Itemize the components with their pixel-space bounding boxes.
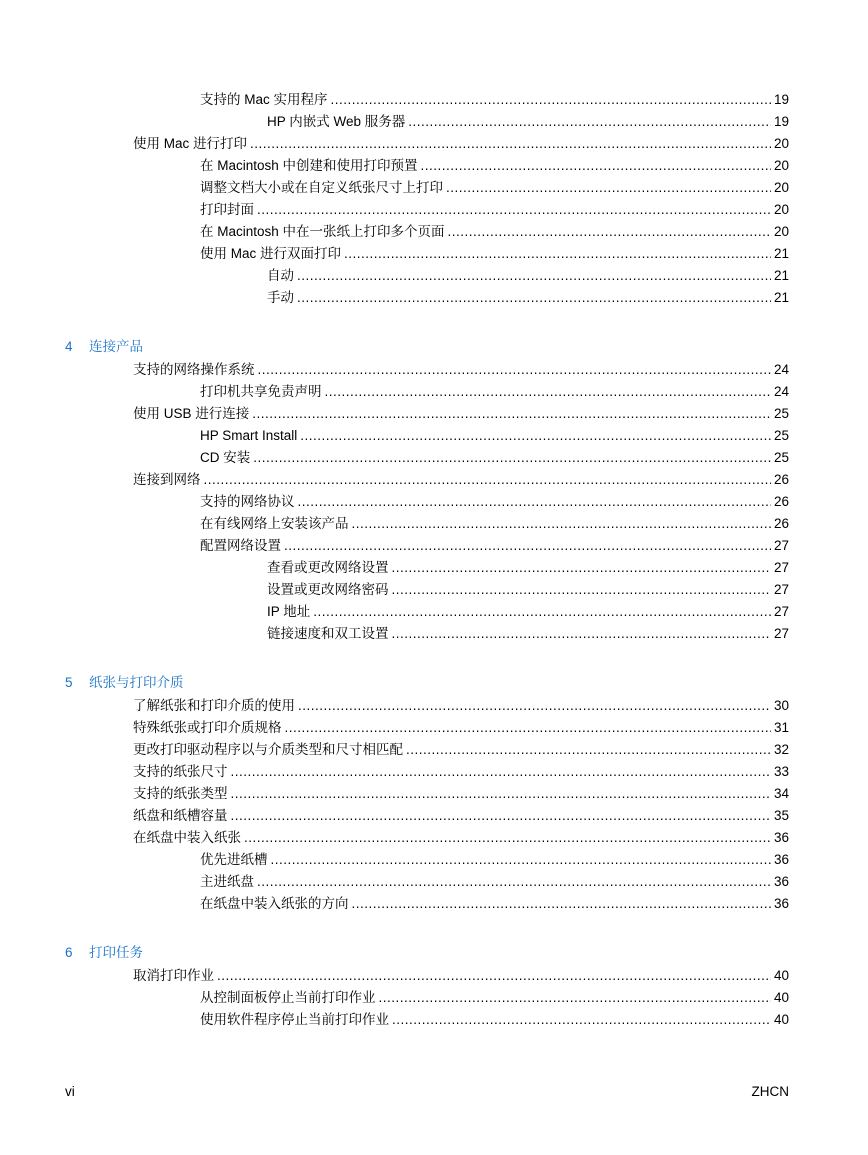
- toc-entry-page: 20: [773, 224, 789, 239]
- dot-leader: [392, 560, 771, 576]
- toc-entry-page: 26: [773, 494, 789, 509]
- footer-locale: ZHCN: [751, 1084, 789, 1099]
- dot-leader: [297, 268, 771, 284]
- toc-entry[interactable]: [133, 802, 789, 824]
- toc-entry-title: 使用软件程序停止当前打印作业: [200, 1012, 389, 1027]
- dot-leader: [257, 874, 771, 890]
- dot-leader: [258, 362, 771, 378]
- dot-leader: [217, 968, 771, 984]
- chapter-number: 5: [65, 675, 73, 690]
- dot-leader: [231, 808, 771, 824]
- dot-leader: [252, 406, 771, 422]
- toc-entry-title: 链接速度和双工设置: [267, 626, 389, 641]
- toc-entry-title: 配置网络设置: [200, 538, 281, 553]
- toc-entry-page: 27: [773, 538, 789, 553]
- toc-entry[interactable]: [200, 488, 789, 510]
- toc-entry[interactable]: [200, 378, 789, 400]
- dot-leader: [406, 742, 771, 758]
- toc-entry-page: 21: [773, 268, 789, 283]
- toc-entry[interactable]: [133, 714, 789, 736]
- toc-entry-title: 在纸盘中装入纸张: [133, 830, 241, 845]
- toc-entry-page: 36: [773, 896, 789, 911]
- toc-entry[interactable]: [200, 444, 789, 466]
- dot-leader: [244, 830, 771, 846]
- toc-entry[interactable]: [267, 620, 789, 642]
- toc-entry-page: 40: [773, 968, 789, 983]
- toc-entry[interactable]: [200, 174, 789, 196]
- toc-entry-title: 优先进纸槽: [200, 852, 268, 867]
- toc-entry-page: 25: [773, 406, 789, 421]
- toc-entry-page: 40: [773, 990, 789, 1005]
- toc-entry-title: 打印机共享免责声明: [200, 384, 322, 399]
- toc-entry[interactable]: [133, 780, 789, 802]
- toc-entry[interactable]: [267, 576, 789, 598]
- toc-entry-page: 25: [773, 450, 789, 465]
- toc-entry-page: 33: [773, 764, 789, 779]
- toc-entry-page: 20: [773, 158, 789, 173]
- toc-entry[interactable]: [133, 356, 789, 378]
- toc-entry-title: 支持的网络协议: [200, 494, 295, 509]
- toc-entry[interactable]: [200, 1006, 789, 1028]
- toc-entry-title: 查看或更改网络设置: [267, 560, 389, 575]
- toc-entry-page: 35: [773, 808, 789, 823]
- toc-entry-title: 自动: [267, 268, 294, 283]
- dot-leader: [379, 990, 771, 1006]
- dot-leader: [298, 494, 771, 510]
- dot-leader: [325, 384, 771, 400]
- toc-entry-page: 27: [773, 604, 789, 619]
- toc-entry-page: 20: [773, 180, 789, 195]
- toc-entry-title: 在纸盘中装入纸张的方向: [200, 896, 349, 911]
- toc-entry-title: 取消打印作业: [133, 968, 214, 983]
- toc-entry-page: 19: [773, 114, 789, 129]
- toc-entry[interactable]: [267, 554, 789, 576]
- toc-entry[interactable]: [200, 532, 789, 554]
- toc-entry-page: 19: [773, 92, 789, 107]
- toc-entry-page: 40: [773, 1012, 789, 1027]
- toc-entry-title: 支持的 Mac 实用程序: [200, 92, 328, 107]
- dot-leader: [352, 896, 771, 912]
- chapter-title: 打印任务: [89, 945, 143, 960]
- toc-entry-title: 了解纸张和打印介质的使用: [133, 698, 295, 713]
- dot-leader: [285, 720, 771, 736]
- footer-page-number: vi: [65, 1084, 75, 1099]
- dot-leader: [250, 136, 771, 152]
- dot-leader: [231, 764, 771, 780]
- toc-entry[interactable]: [133, 692, 789, 714]
- dot-leader: [300, 428, 771, 444]
- dot-leader: [313, 604, 771, 620]
- toc-entry-title: 从控制面板停止当前打印作业: [200, 990, 376, 1005]
- toc-entry-page: 21: [773, 290, 789, 305]
- toc-entry[interactable]: [200, 890, 789, 912]
- toc-entry-title: 支持的纸张尺寸: [133, 764, 228, 779]
- toc-entry-page: 26: [773, 472, 789, 487]
- toc-entry-page: 24: [773, 362, 789, 377]
- dot-leader: [392, 582, 771, 598]
- chapter-title: 连接产品: [89, 339, 143, 354]
- toc-entry[interactable]: [200, 152, 789, 174]
- dot-leader: [298, 698, 771, 714]
- toc-entry-page: 36: [773, 830, 789, 845]
- toc-entry-title: HP Smart Install: [200, 428, 298, 443]
- toc-entry-title: 使用 Mac 进行双面打印: [200, 246, 342, 261]
- toc-entry-title: 支持的网络操作系统: [133, 362, 255, 377]
- toc-entry[interactable]: [200, 240, 789, 262]
- dot-leader: [284, 538, 771, 554]
- toc-entry[interactable]: [267, 284, 789, 306]
- toc-entry-title: HP 内嵌式 Web 服务器: [267, 114, 406, 129]
- toc-entry-page: 21: [773, 246, 789, 261]
- chapter-heading[interactable]: [65, 335, 143, 355]
- toc-entry[interactable]: [200, 86, 789, 108]
- toc-entry-title: 调整文档大小或在自定义纸张尺寸上打印: [200, 180, 443, 195]
- toc-entry-page: 20: [773, 202, 789, 217]
- toc-entry-title: 在有线网络上安装该产品: [200, 516, 349, 531]
- toc-entry-title: 手动: [267, 290, 294, 305]
- toc-entry-title: 连接到网络: [133, 472, 201, 487]
- dot-leader: [257, 202, 771, 218]
- chapter-number: 6: [65, 945, 73, 960]
- toc-entry[interactable]: [200, 846, 789, 868]
- toc-entry-page: 30: [773, 698, 789, 713]
- toc-entry-title: CD 安装: [200, 450, 251, 465]
- dot-leader: [271, 852, 771, 868]
- toc-entry-page: 32: [773, 742, 789, 757]
- toc-entry[interactable]: [200, 218, 789, 240]
- toc-entry[interactable]: [267, 108, 789, 130]
- toc-entry-title: 设置或更改网络密码: [267, 582, 389, 597]
- toc-entry[interactable]: [133, 962, 789, 984]
- chapter-title: 纸张与打印介质: [89, 675, 184, 690]
- toc-entry[interactable]: [133, 824, 789, 846]
- toc-entry[interactable]: [133, 400, 789, 422]
- toc-entry-page: 27: [773, 626, 789, 641]
- dot-leader: [408, 114, 771, 130]
- dot-leader: [253, 450, 771, 466]
- toc-entry-page: 20: [773, 136, 789, 151]
- dot-leader: [446, 180, 771, 196]
- toc-entry-title: 打印封面: [200, 202, 254, 217]
- chapter-number: 4: [65, 339, 73, 354]
- dot-leader: [392, 1012, 771, 1028]
- toc-entry-page: 34: [773, 786, 789, 801]
- toc-entry[interactable]: [200, 510, 789, 532]
- toc-entry[interactable]: [133, 758, 789, 780]
- toc-entry[interactable]: [200, 196, 789, 218]
- chapter-heading[interactable]: [65, 671, 184, 691]
- toc-entry[interactable]: [200, 422, 789, 444]
- dot-leader: [344, 246, 771, 262]
- dot-leader: [231, 786, 771, 802]
- toc-entry-page: 27: [773, 560, 789, 575]
- toc-entry-title: 更改打印驱动程序以与介质类型和尺寸相匹配: [133, 742, 403, 757]
- dot-leader: [331, 92, 771, 108]
- toc-entry[interactable]: [267, 598, 789, 620]
- dot-leader: [352, 516, 771, 532]
- toc-entry-page: 25: [773, 428, 789, 443]
- toc-entry-title: IP 地址: [267, 604, 311, 619]
- toc-entry-title: 在 Macintosh 中创建和使用打印预置: [200, 158, 418, 173]
- chapter-heading[interactable]: [65, 941, 143, 961]
- toc-entry[interactable]: [133, 466, 789, 488]
- toc-entry-title: 在 Macintosh 中在一张纸上打印多个页面: [200, 224, 445, 239]
- toc-entry-title: 特殊纸张或打印介质规格: [133, 720, 282, 735]
- dot-leader: [204, 472, 771, 488]
- toc-entry[interactable]: [200, 984, 789, 1006]
- toc-entry-title: 主进纸盘: [200, 874, 254, 889]
- dot-leader: [392, 626, 771, 642]
- toc-entry-title: 使用 USB 进行连接: [133, 406, 250, 421]
- toc-entry-page: 27: [773, 582, 789, 597]
- toc-entry-title: 纸盘和纸槽容量: [133, 808, 228, 823]
- dot-leader: [421, 158, 771, 174]
- toc-entry-page: 36: [773, 874, 789, 889]
- dot-leader: [448, 224, 771, 240]
- toc-entry-page: 36: [773, 852, 789, 867]
- toc-entry-page: 26: [773, 516, 789, 531]
- toc-entry[interactable]: [267, 262, 789, 284]
- toc-entry-page: 24: [773, 384, 789, 399]
- toc-entry-title: 支持的纸张类型: [133, 786, 228, 801]
- toc-entry[interactable]: [200, 868, 789, 890]
- toc-entry[interactable]: [133, 736, 789, 758]
- dot-leader: [297, 290, 771, 306]
- toc-entry-page: 31: [773, 720, 789, 735]
- toc-entry-title: 使用 Mac 进行打印: [133, 136, 248, 151]
- toc-entry[interactable]: [133, 130, 789, 152]
